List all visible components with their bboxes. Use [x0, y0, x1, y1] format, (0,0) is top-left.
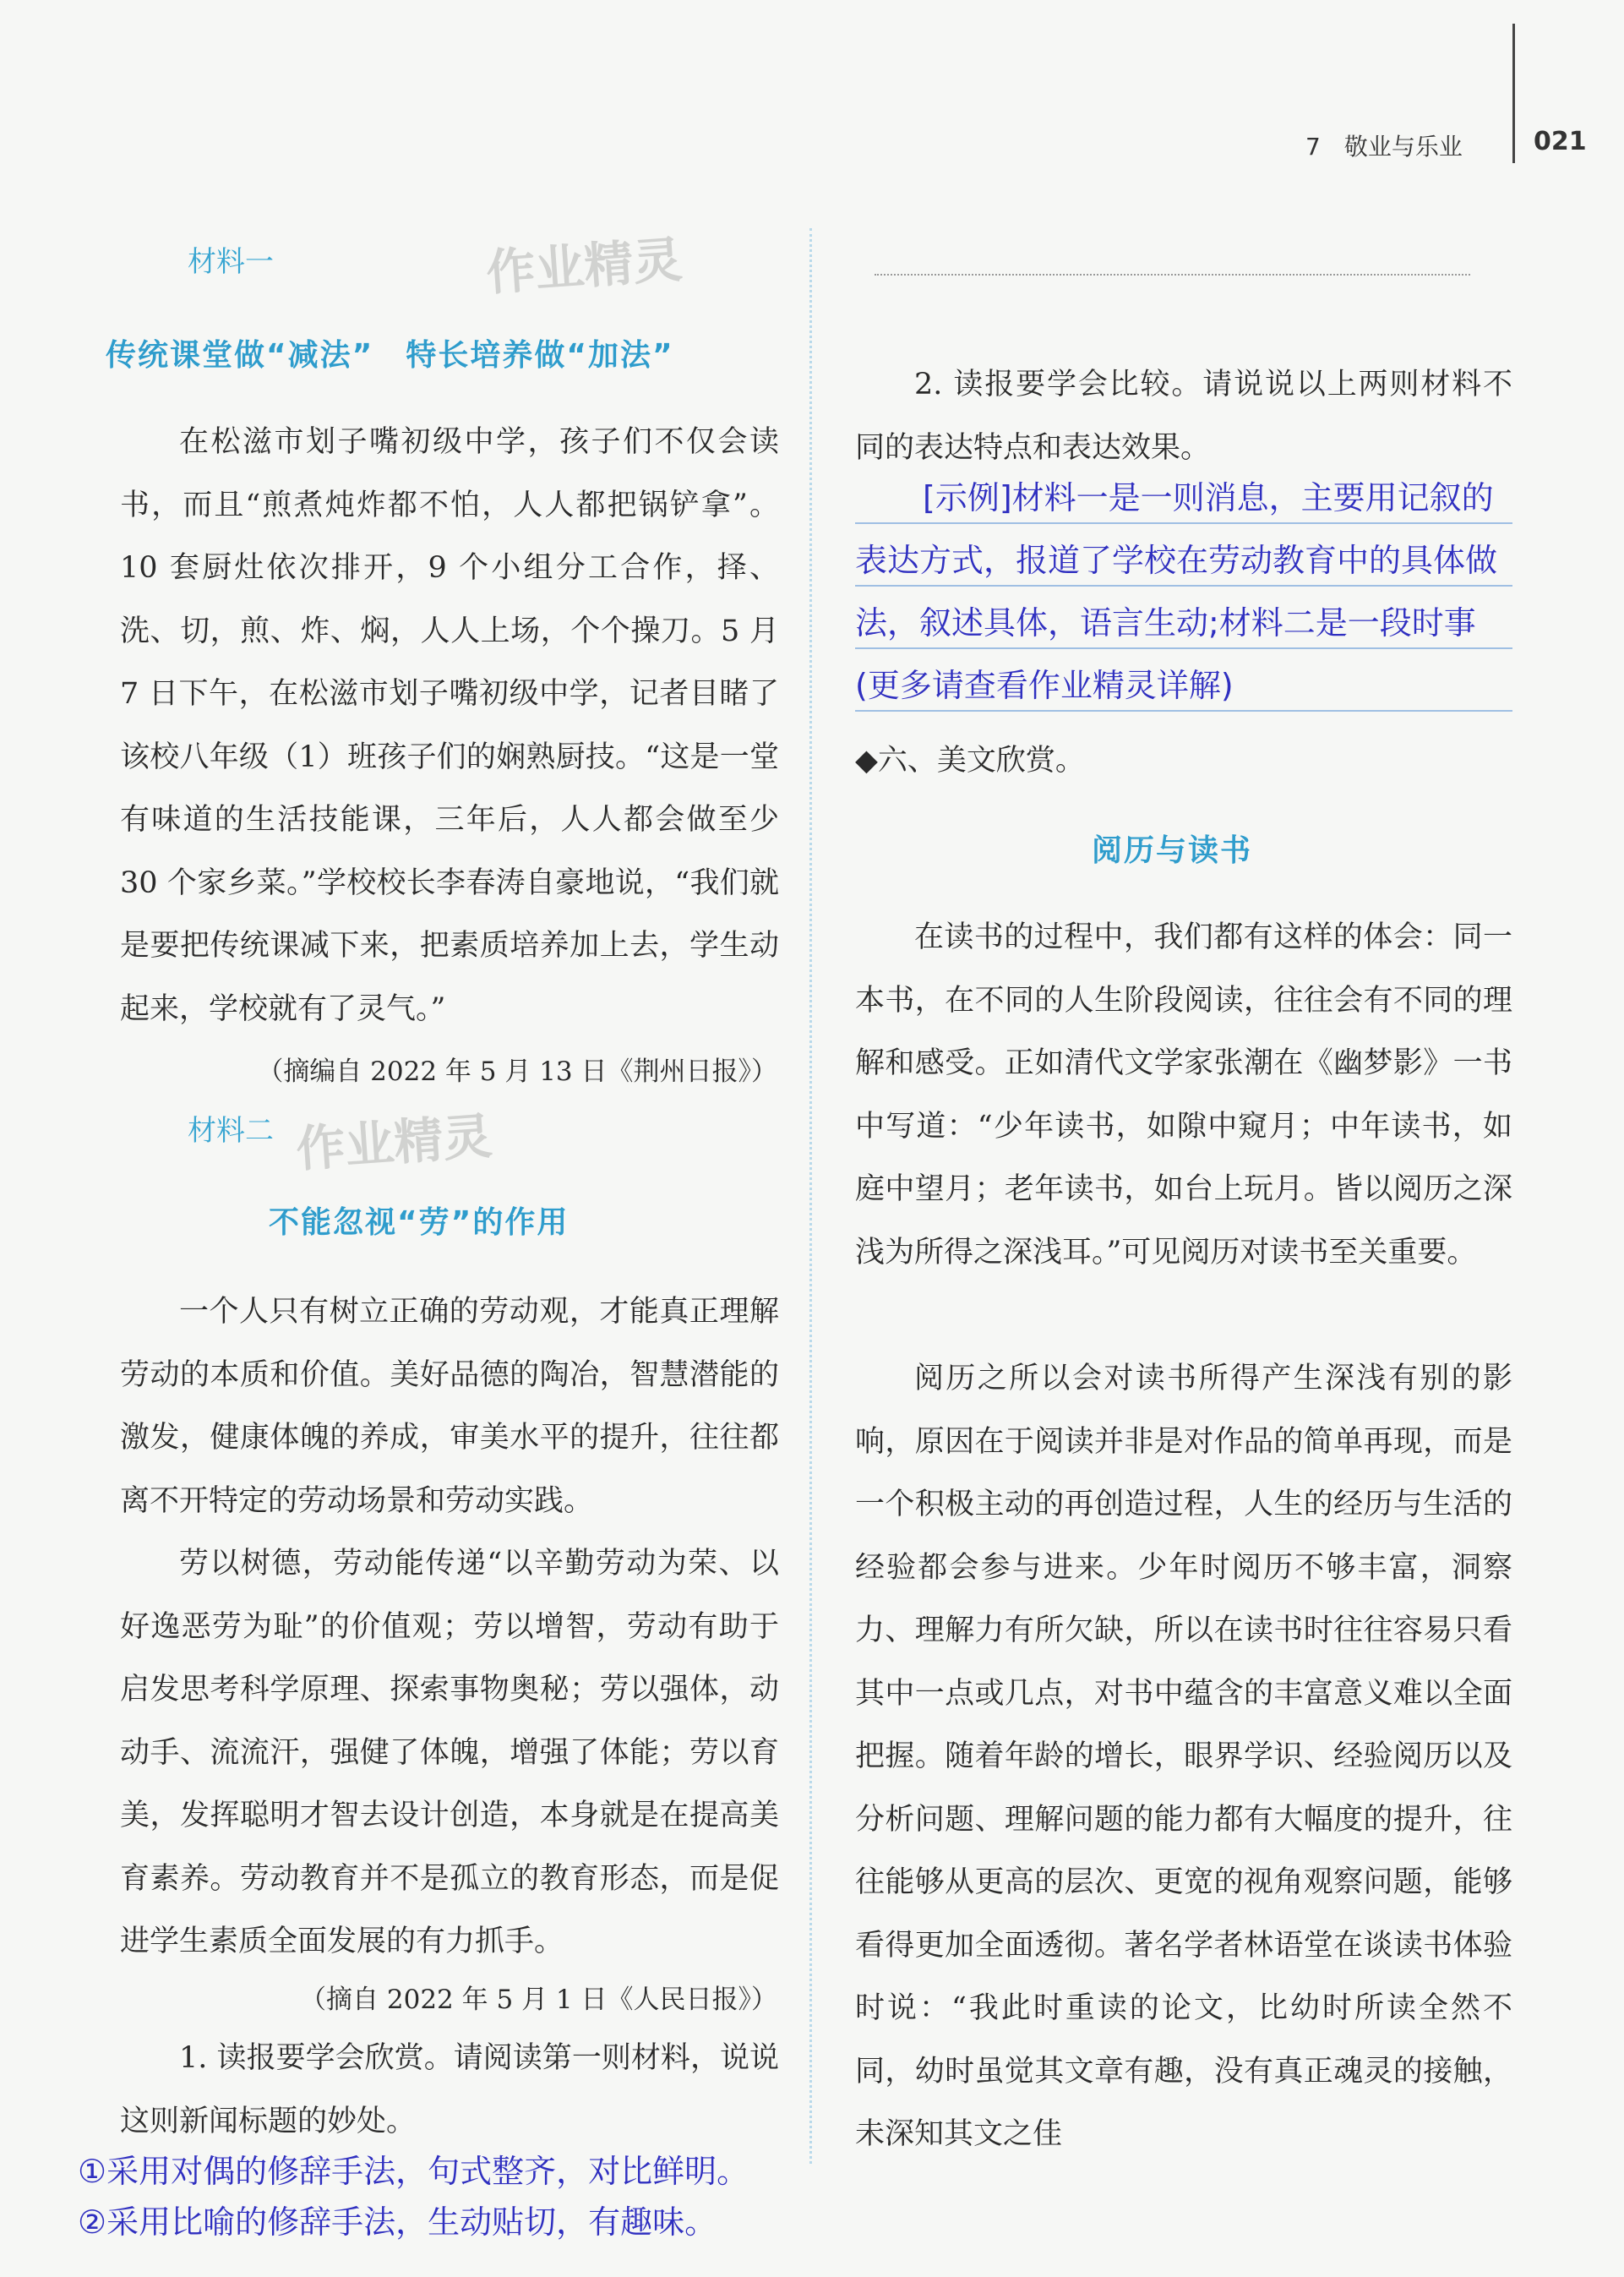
answer-1-line-2: ②采用比喻的修辞手法，生动贴切，有趣味。 [78, 2203, 717, 2241]
material2-source: （摘自 2022 年 5 月 1 日《人民日报》） [300, 1985, 777, 2015]
answer-1-line-1: ①采用对偶的修辞手法，句式整齐，对比鲜明。 [78, 2153, 749, 2190]
material2-tag: 材料二 [188, 1114, 274, 1148]
material1-tag: 材料一 [188, 245, 274, 279]
answer-2-text: [示例]材料一是一则消息，主要用记叙的表达方式，报道了学校在劳动教育中的具体做法，叙述具体，语言生动;材料二是一段时事(更多请查看作业精灵详解) [855, 479, 1498, 704]
material1-title: 传统课堂做“减法” 特长培养做“加法” [106, 338, 674, 373]
header-rule [1512, 24, 1515, 163]
essay-title: 阅历与读书 [1092, 833, 1253, 868]
answer-blank-line [875, 274, 1470, 276]
column-divider [809, 228, 812, 2164]
chapter-title: 7 敬业与乐业 [1305, 133, 1463, 161]
essay-paragraph: 在读书的过程中，我们都有这样的体会：同一本书，在不同的人生阶段阅读，往往会有不同的理解和感受。正如清代文学家张潮在《幽梦影》一书中写道：“少年读书，如隙中窥月；中年读书，如庭中望月；老年读书，如台上玩月。皆以阅历之深浅为所得之深浅耳。”可见阅历对读书至关重要。 [855, 920, 1512, 1270]
watermark: 作业精灵 [294, 1106, 494, 1178]
material2-paragraph: 劳以树德，劳动能传递“以辛勤劳动为荣、以好逸恶劳为耻”的价值观；劳以增智，劳动有助于启发思考科学原理、探索事物奥秘；劳以强体，动动手、流流汗，强健了体魄，增强了体能；劳以育美，发挥聪明才智去设计创造，本身就是在提高美育素养。劳动教育并不是孤立的教育形态，而是促进学生素质全面发展的有力抓手。 [120, 1547, 779, 1958]
essay-paragraph: 阅历之所以会对读书所得产生深浅有别的影响，原因在于阅读并非是对作品的简单再现，而是一个积极主动的再创造过程，人生的经历与生活的经验都会参与进来。少年时阅历不够丰富，洞察力、理解力有所欠缺，所以在读书时往往容易只看其中一点或几点，对书中蕴含的丰富意义难以全面把握。随着年龄的增长，眼界学识、经验阅历以及分析问题、理解问题的能力都有大幅度的提升，往往能够从更高的层次、更宽的视角观察问题，能够看得更加全面透彻。著名学者林语堂在谈读书体验时说：“我此时重读的论文，比幼时所读全然不同，幼时虽觉其文章有趣，没有真正魂灵的接触，未深知其文之佳 [855, 1362, 1512, 2151]
page-number: 021 [1534, 127, 1587, 156]
material2-title: 不能忽视“劳”的作用 [269, 1205, 569, 1240]
section-6-heading: ◆六、美文欣赏。 [855, 744, 1085, 778]
watermark: 作业精灵 [484, 230, 684, 302]
material1-source: （摘编自 2022 年 5 月 13 日《荆州日报》） [257, 1057, 777, 1087]
question-1: 1. 读报要学会欣赏。请阅读第一则材料，说说这则新闻标题的妙处。 [120, 2041, 779, 2138]
question-2: 2. 读报要学会比较。请说说以上两则材料不同的表达特点和表达效果。 [855, 368, 1512, 465]
material2-paragraph: 一个人只有树立正确的劳动观，才能真正理解劳动的本质和价值。美好品德的陶冶，智慧潜能的激发，健康体魄的养成，审美水平的提升，往往都离不开特定的劳动场景和劳动实践。 [120, 1295, 779, 1518]
material1-paragraph: 在松滋市划子嘴初级中学，孩子们不仅会读书，而且“煎煮炖炸都不怕，人人都把锅铲拿”。10 套厨灶依次排开，9 个小组分工合作，择、洗、切，煎、炸、焖，人人上场，个个操刀。5 月 7 日下午，在松滋市划子嘴初级中学，记者目睹了该校八年级（1）班孩子们的娴熟厨技。“这是一堂有味道的生活技能课，三年后，人人都会做至少 30 个家乡菜。”学校校长李春涛自豪地说，“我们就是要把传统课减下来，把素质培养加上去，学生动起来，学校就有了灵气。” [120, 425, 779, 1026]
